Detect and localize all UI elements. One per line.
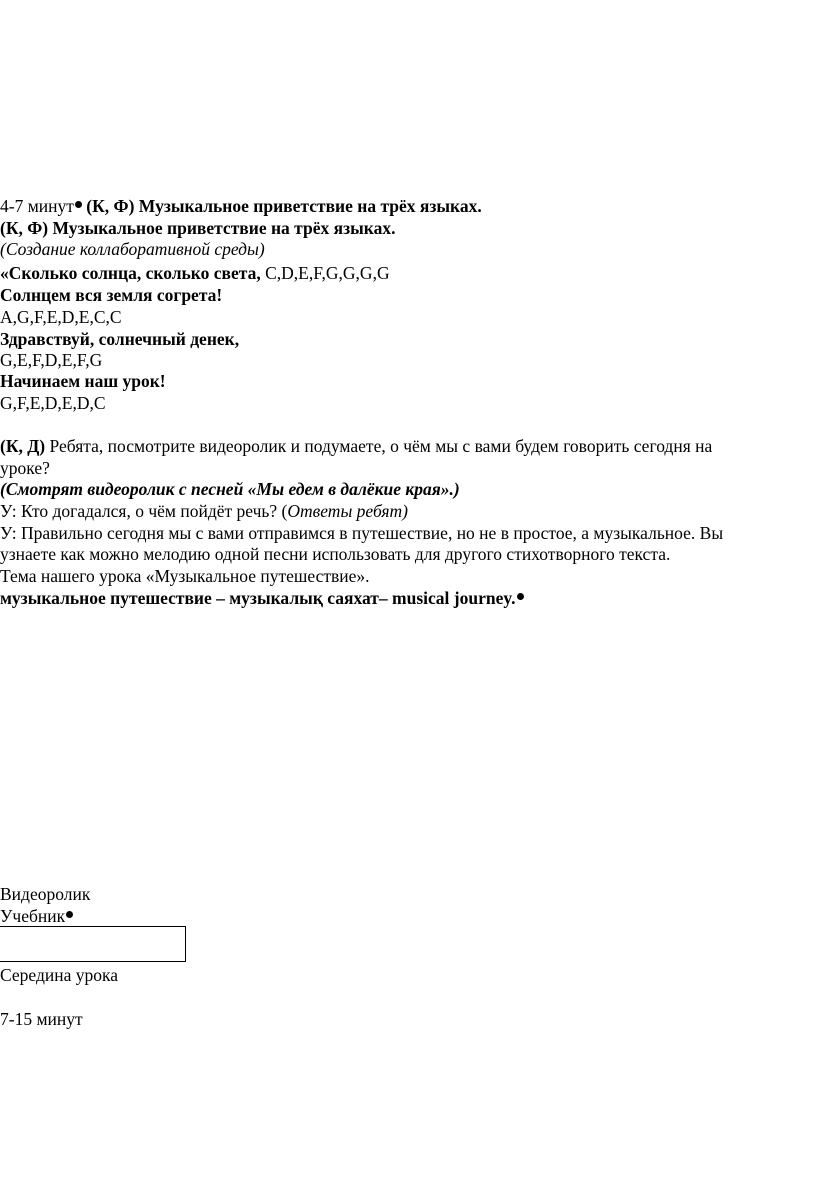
song-line-1 bbox=[0, 262, 390, 284]
song-lyric: «Сколько солнца, сколько света, bbox=[0, 263, 261, 283]
resource-textbook: Учебник bbox=[0, 906, 66, 926]
intro-line bbox=[0, 195, 482, 217]
task-paragraph-2: узнаете как можно мелодию одной песни использовать для другого стихотворного текста. bbox=[0, 544, 671, 564]
task-paragraph-1: У: Правильно сегодня мы с вами отправимся в путешествие, но не в простое, а музыкальное. Вы bbox=[0, 523, 724, 543]
resource-textbook-line bbox=[0, 905, 73, 927]
intro-note: (Создание коллаборативной среды) bbox=[0, 239, 265, 259]
bullet-icon bbox=[66, 911, 73, 918]
intro-time: 4-7 минут bbox=[0, 196, 74, 216]
task-line-1 bbox=[0, 435, 712, 457]
task-question-text: У: Кто догадался, о чём пойдёт речь? ( bbox=[0, 501, 288, 521]
task-paragraph-3: Тема нашего урока «Музыкальное путешествие». bbox=[0, 566, 370, 586]
song-notes-4: G,F,E,D,E,D,C bbox=[0, 393, 106, 413]
task-text: Ребята, посмотрите видеоролик и подумаете, о чём мы с вами будем говорить сегодня на bbox=[45, 436, 713, 456]
intro-title-repeat: (К, Ф) Музыкальное приветствие на трёх языках. bbox=[0, 218, 396, 238]
bullet-icon bbox=[75, 201, 82, 208]
middle-time: 7-15 минут bbox=[0, 1009, 83, 1029]
lesson-theme: музыкальное путешествие – музыкалық саяхат– musical journey. bbox=[0, 588, 516, 608]
empty-cell-box bbox=[0, 926, 186, 962]
resource-video: Видеоролик bbox=[0, 884, 91, 904]
task-line-2: уроке? bbox=[0, 458, 50, 478]
song-lyric-2: Солнцем вся земля согрета! bbox=[0, 285, 223, 305]
song-lyric-3: Здравствуй, солнечный денек, bbox=[0, 329, 240, 349]
song-notes-2: A,G,F,E,D,E,C,C bbox=[0, 307, 122, 327]
song-lyric-4: Начинаем наш урок! bbox=[0, 371, 166, 391]
song-notes-3: G,E,F,D,E,F,G bbox=[0, 350, 103, 370]
task-question-answer: Ответы ребят) bbox=[287, 501, 408, 521]
task-watch: (Смотрят видеоролик с песней «Мы едем в далёкие края».) bbox=[0, 479, 460, 499]
task-question bbox=[0, 500, 408, 522]
intro-title: (К, Ф) Музыкальное приветствие на трёх языках. bbox=[86, 196, 482, 216]
task-paragraph-4 bbox=[0, 587, 524, 609]
bullet-icon bbox=[517, 593, 524, 600]
middle-label: Середина урока bbox=[0, 965, 118, 985]
song-notes: C,D,E,F,G,G,G,G bbox=[260, 263, 390, 283]
task-prefix: (К, Д) bbox=[0, 436, 46, 456]
